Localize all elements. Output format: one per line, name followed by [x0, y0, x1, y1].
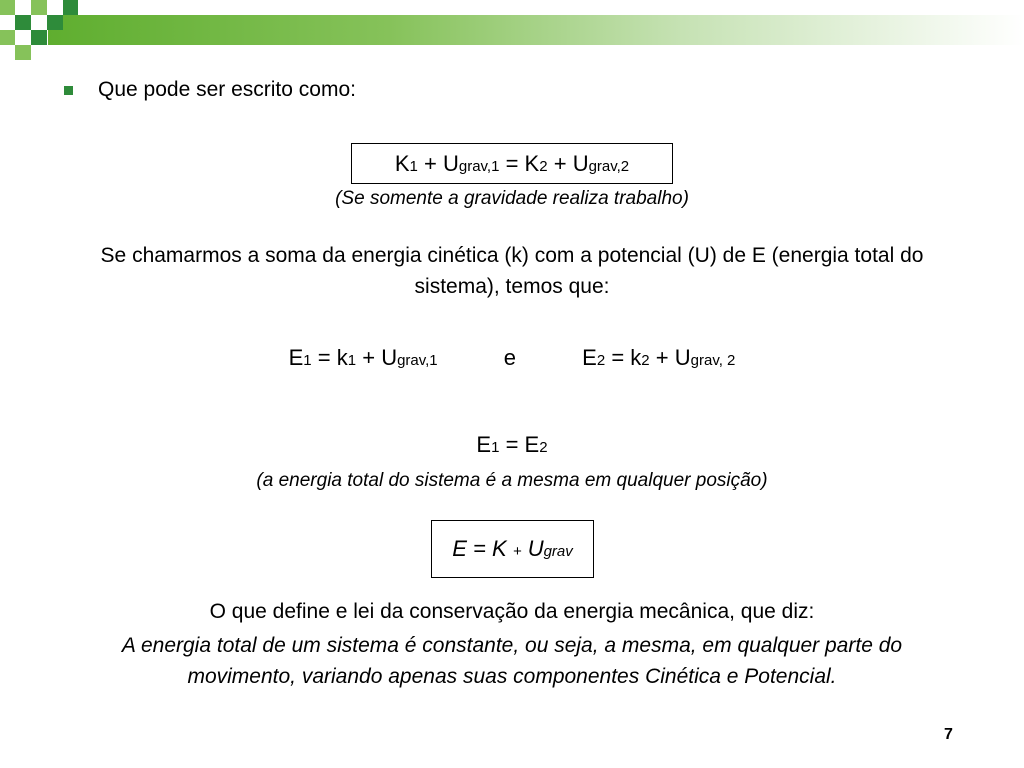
decor-square: [0, 30, 15, 45]
equation-2-left: E1 = k1 + Ugrav,1: [288, 345, 438, 370]
header-decoration: [0, 0, 1024, 48]
equation-box-4: [431, 520, 594, 578]
equation-4: E = K + Ugrav: [452, 536, 573, 561]
bullet-item: [64, 78, 356, 102]
equation-2-conjunction: e: [503, 345, 517, 370]
page-number: 7: [944, 726, 953, 743]
decor-square: [47, 15, 63, 30]
equation-box-1: [351, 143, 673, 184]
paragraph-conservation-statement: A energia total de um sistema é constante, ou seja, a mesma, em qualquer parte do movimento, variando apenas suas componentes Cinética e Potencial.: [121, 634, 903, 688]
bullet-text: Que pode ser escrito como:: [98, 78, 356, 101]
equation-1: K1 + Ugrav,1 = K2 + Ugrav,2: [394, 150, 630, 176]
paragraph-conservation-intro: O que define e lei da conservação da energia mecânica, que diz:: [209, 600, 815, 623]
equation-3: E1 = E2: [476, 432, 548, 457]
decor-square: [15, 45, 31, 60]
decor-square: [31, 30, 47, 45]
decor-square: [63, 0, 78, 15]
header-gradient-band: [48, 15, 1024, 45]
paragraph-definition: Se chamarmos a soma da energia cinética (k) com a potencial (U) de E (energia total do sistema), temos que:: [100, 244, 924, 298]
bullet-square-icon: [64, 86, 73, 95]
decor-square: [31, 0, 47, 15]
equation-3-caption: (a energia total do sistema é a mesma em qualquer posição): [256, 470, 768, 491]
decor-square: [15, 15, 31, 30]
equation-2-row: [0, 345, 1024, 371]
decor-square: [0, 0, 15, 15]
equation-1-caption: (Se somente a gravidade realiza trabalho): [335, 188, 689, 209]
equation-2-right: E2 = k2 + Ugrav, 2: [582, 345, 736, 370]
